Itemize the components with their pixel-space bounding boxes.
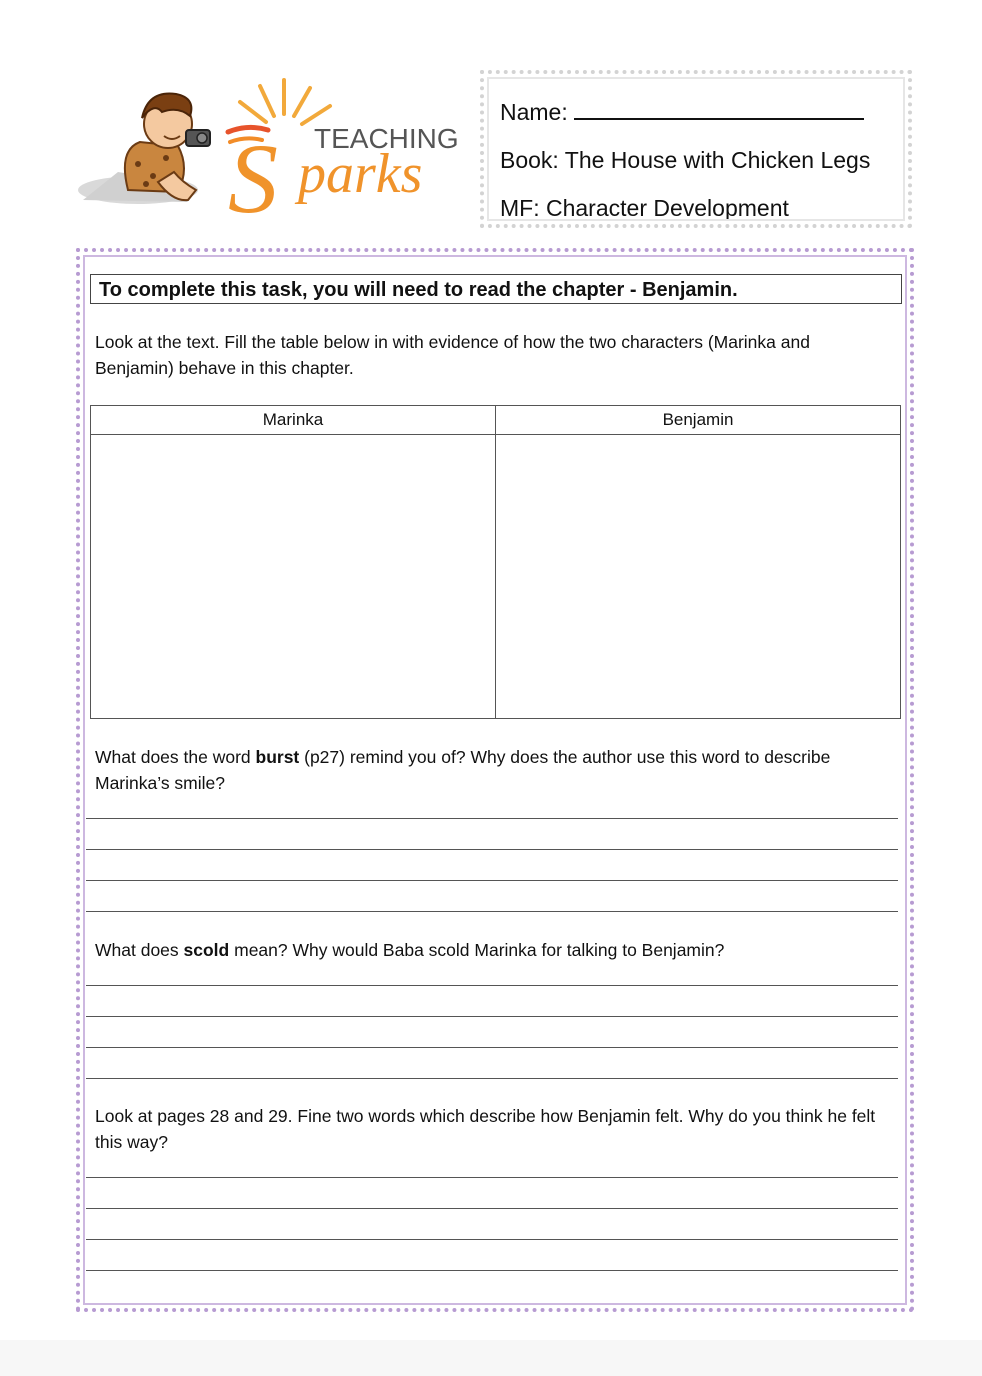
answer-line[interactable] <box>86 1016 898 1017</box>
intro-paragraph: Look at the text. Fill the table below in with evidence of how the two characters (Marinka and Benjamin) behave in this chapter. <box>95 332 810 378</box>
answer-line[interactable] <box>86 1078 898 1079</box>
answer-line[interactable] <box>86 849 898 850</box>
name-label: Name: <box>500 99 568 125</box>
name-blank[interactable] <box>574 104 864 120</box>
book-line: Book: The House with Chicken Legs <box>500 147 871 173</box>
keyword-burst: burst <box>255 747 300 767</box>
teaching-sparks-logo <box>78 72 468 222</box>
answer-line[interactable] <box>86 880 898 881</box>
mf-line: MF: Character Development <box>500 195 789 221</box>
answer-line[interactable] <box>86 1239 898 1240</box>
page-footer-margin <box>0 1340 982 1376</box>
column-header-benjamin: Benjamin <box>662 410 734 429</box>
logo-s-letter: S <box>228 123 278 222</box>
question-1: What does the word burst (p27) remind you of? Why does the author use this word to describe Marinka’s smile? <box>95 747 831 793</box>
task-instruction: To complete this task, you will need to read the chapter - Benjamin. <box>90 274 902 304</box>
marinka-answer-cell[interactable] <box>91 436 494 718</box>
answer-line[interactable] <box>86 1047 898 1048</box>
evidence-table <box>90 405 901 719</box>
name-line <box>500 88 892 136</box>
keyword-scold: scold <box>183 940 230 960</box>
answer-line[interactable] <box>86 1177 898 1178</box>
question-3: Look at pages 28 and 29. Fine two words which describe how Benjamin felt. Why do you think he felt this way? <box>95 1106 876 1152</box>
benjamin-answer-cell[interactable] <box>497 436 900 718</box>
student-info-box <box>480 70 912 228</box>
answer-line[interactable] <box>86 818 898 819</box>
logo-sparks-text: parks <box>298 143 423 205</box>
column-header-marinka: Marinka <box>262 410 324 429</box>
answer-line[interactable] <box>86 1270 898 1271</box>
answer-line[interactable] <box>86 911 898 912</box>
answer-line[interactable] <box>86 985 898 986</box>
question-2: What does scold mean? Why would Baba scold Marinka for talking to Benjamin? <box>95 940 725 960</box>
logo-teaching-text: TEACHING <box>314 123 459 154</box>
answer-line[interactable] <box>86 1208 898 1209</box>
table-column-divider <box>495 406 496 718</box>
